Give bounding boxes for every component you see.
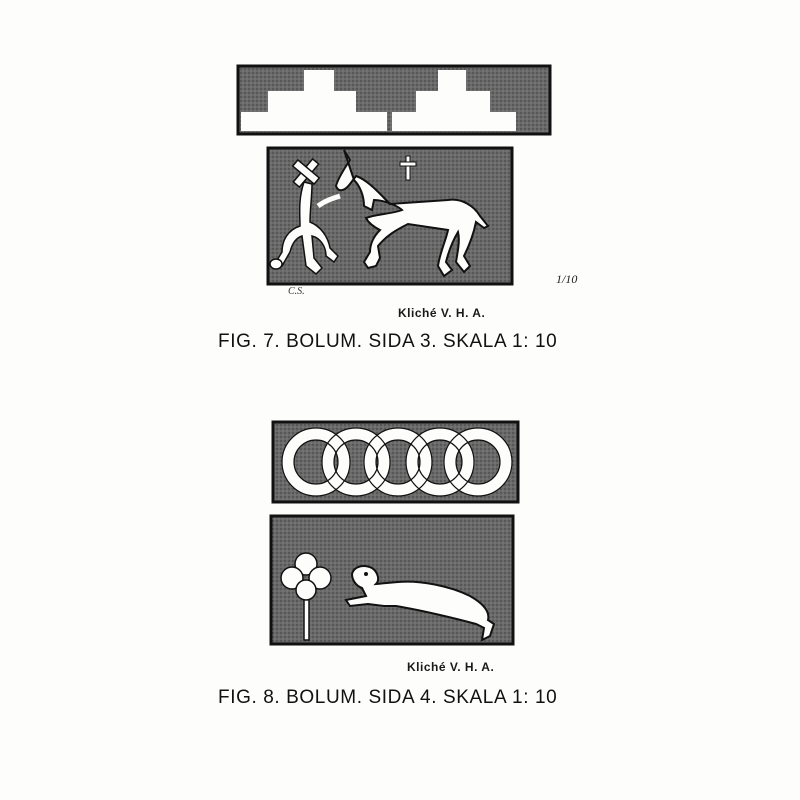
fig7-stepped-frieze — [238, 66, 550, 134]
fig8-figure-panel — [271, 516, 513, 644]
fig7-caption: FIG. 7. BOLUM. SIDA 3. SKALA 1: 10 — [218, 331, 558, 352]
fig7-artist-mark: C.S. — [288, 286, 305, 297]
fig7-scale-note: 1/10 — [556, 272, 578, 286]
fig8-rings-panel — [273, 422, 518, 502]
fig7-credit: Kliché V. H. A. — [398, 306, 486, 320]
fig8-credit: Kliché V. H. A. — [407, 660, 495, 674]
fig8-caption: FIG. 8. BOLUM. SIDA 4. SKALA 1: 10 — [218, 687, 558, 708]
fig7-horse-panel — [268, 148, 512, 284]
